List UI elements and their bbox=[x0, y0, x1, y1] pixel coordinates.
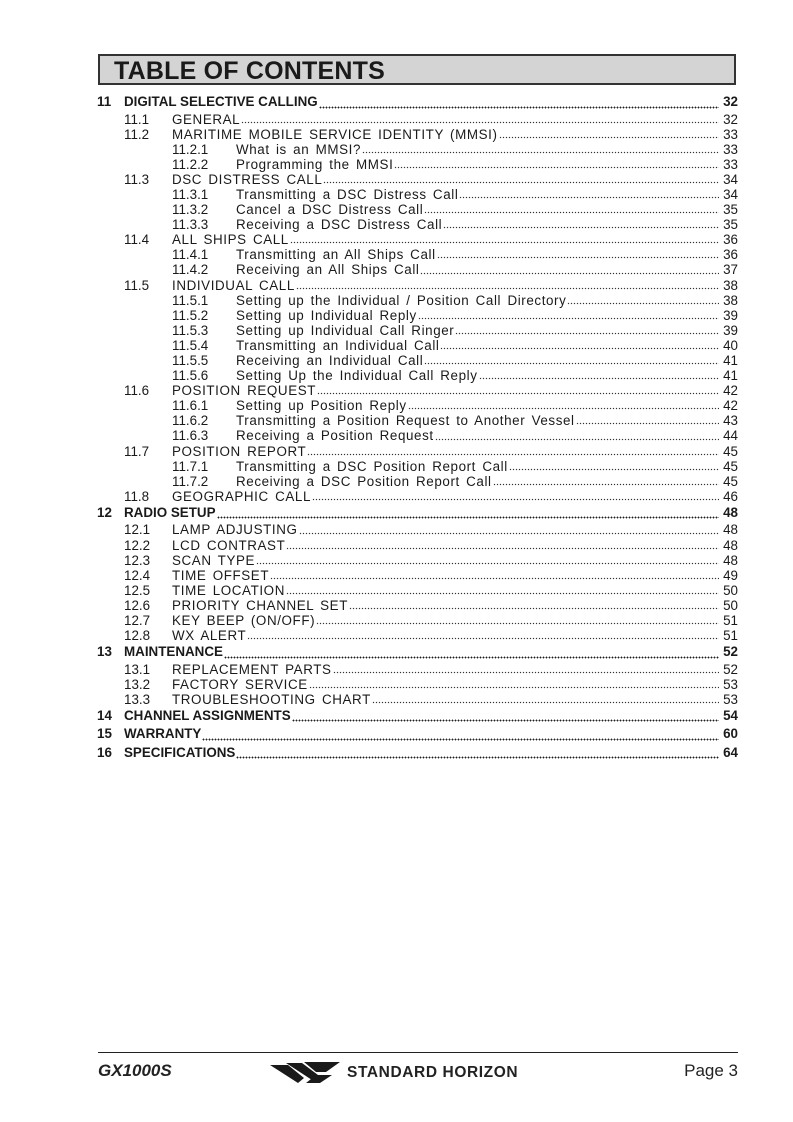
toc-entry-label: Setting up the Individual / Position Call Directory bbox=[236, 292, 567, 308]
toc-entry-page: 45 bbox=[723, 458, 738, 474]
toc-leader-dots bbox=[333, 662, 719, 677]
toc-entry[interactable] bbox=[97, 504, 738, 523]
toc-entry-number: 11.2.1 bbox=[172, 141, 209, 157]
toc-entry-page: 48 bbox=[723, 522, 738, 538]
toc-leader-dots bbox=[241, 112, 719, 127]
page-number: Page 3 bbox=[684, 1061, 738, 1080]
toc-entry[interactable] bbox=[97, 568, 738, 583]
page-title: TABLE OF CONTENTS bbox=[114, 57, 385, 85]
toc-entry-page: 39 bbox=[723, 307, 738, 323]
toc-entry[interactable] bbox=[97, 353, 738, 368]
toc-entry-label: Cancel a DSC Distress Call bbox=[236, 202, 424, 218]
toc-entry-page: 34 bbox=[723, 186, 738, 202]
footer-model: GX1000S bbox=[98, 1061, 172, 1080]
toc-entry-number: 11.7.2 bbox=[172, 473, 209, 489]
toc-entry-page: 48 bbox=[723, 537, 738, 553]
toc-leader-dots bbox=[247, 628, 719, 643]
toc-leader-dots bbox=[236, 744, 719, 763]
toc-entry-label: Receiving an Individual Call bbox=[236, 353, 424, 368]
toc-entry-page: 54 bbox=[723, 707, 738, 723]
toc-entry-label: WARRANTY bbox=[124, 726, 202, 742]
toc-entry-number: 11 bbox=[97, 94, 112, 109]
toc-leader-dots bbox=[424, 353, 719, 368]
toc-entry-number: 13.2 bbox=[124, 676, 151, 692]
toc-leader-dots bbox=[217, 504, 719, 523]
toc-leader-dots bbox=[286, 538, 719, 553]
toc-leader-dots bbox=[440, 338, 719, 353]
toc-entry-page: 39 bbox=[723, 322, 738, 338]
toc-entry-number: 13.3 bbox=[124, 691, 151, 707]
toc-entry-number: 11.5.4 bbox=[172, 337, 209, 353]
toc-entry[interactable] bbox=[97, 643, 738, 662]
toc-entry-number: 11.2 bbox=[124, 126, 150, 142]
toc-entry-page: 33 bbox=[723, 141, 738, 157]
toc-leader-dots bbox=[224, 643, 719, 662]
toc-entry[interactable] bbox=[97, 428, 738, 443]
toc-entry-page: 48 bbox=[723, 552, 738, 568]
toc-entry-number: 14 bbox=[97, 707, 112, 723]
toc-entry-number: 13 bbox=[97, 644, 112, 660]
toc-entry[interactable] bbox=[97, 127, 738, 142]
brand-name: STANDARD HORIZON bbox=[347, 1064, 519, 1081]
toc-entry-number: 11.6.2 bbox=[172, 413, 209, 429]
toc-entry-number: 12.6 bbox=[124, 597, 151, 613]
toc-entry-label: GEOGRAPHIC CALL bbox=[172, 488, 311, 504]
toc-entry-label: KEY BEEP (ON/OFF) bbox=[172, 613, 316, 628]
toc-entry-number: 11.3 bbox=[124, 171, 150, 187]
toc-entry-label: FACTORY SERVICE bbox=[172, 676, 308, 692]
toc-entry-label: PRIORITY CHANNEL SET bbox=[172, 597, 348, 613]
toc-entry[interactable] bbox=[97, 142, 738, 157]
toc-entry-page: 38 bbox=[723, 277, 738, 293]
toc-entry[interactable] bbox=[97, 583, 738, 598]
toc-leader-dots bbox=[509, 459, 719, 474]
toc-entry-label: MAINTENANCE bbox=[124, 644, 223, 660]
toc-leader-dots bbox=[290, 232, 719, 247]
toc-entry-number: 11.4.1 bbox=[172, 247, 209, 263]
toc-entry-label: MARITIME MOBILE SERVICE IDENTITY (MMSI) bbox=[172, 126, 498, 142]
toc-entry-label: Transmitting an Individual Call bbox=[236, 337, 440, 353]
toc-entry-page: 41 bbox=[723, 368, 738, 384]
toc-entry-number: 12.8 bbox=[124, 628, 151, 644]
toc-entry[interactable] bbox=[97, 232, 738, 247]
toc-entry-page: 44 bbox=[723, 428, 738, 444]
toc-entry[interactable] bbox=[97, 598, 738, 613]
toc-leader-dots bbox=[499, 127, 719, 142]
toc-entry-page: 50 bbox=[723, 582, 738, 598]
toc-entry[interactable] bbox=[97, 157, 738, 172]
toc-leader-dots bbox=[437, 247, 719, 262]
toc-entry-page: 35 bbox=[723, 202, 738, 218]
toc-entry[interactable] bbox=[97, 247, 738, 262]
toc-entry-label: RADIO SETUP bbox=[124, 504, 216, 520]
toc-entry-page: 46 bbox=[723, 488, 738, 504]
toc-entry[interactable] bbox=[97, 444, 738, 459]
toc-leader-dots bbox=[418, 308, 719, 323]
toc-entry-label: Transmitting a DSC Position Report Call bbox=[236, 458, 508, 474]
toc-leader-dots bbox=[319, 93, 719, 112]
toc-entry-number: 12.7 bbox=[124, 613, 151, 628]
toc-entry-number: 11.5.2 bbox=[172, 307, 209, 323]
toc-entry-number: 12.5 bbox=[124, 582, 151, 598]
toc-leader-dots bbox=[420, 262, 719, 277]
toc-entry-label: Transmitting a Position Request to Another Vessel bbox=[236, 413, 575, 429]
toc-entry-label: DSC DISTRESS CALL bbox=[172, 171, 323, 187]
toc-entry[interactable] bbox=[97, 187, 738, 202]
table-of-contents bbox=[97, 93, 738, 762]
toc-entry-page: 50 bbox=[723, 597, 738, 613]
toc-entry-number: 11.7 bbox=[124, 443, 150, 459]
toc-entry[interactable] bbox=[97, 489, 738, 504]
toc-entry-label: ALL SHIPS CALL bbox=[172, 232, 289, 248]
toc-entry-label: LAMP ADJUSTING bbox=[172, 522, 298, 538]
toc-entry-page: 36 bbox=[723, 232, 738, 248]
toc-entry-page: 53 bbox=[723, 676, 738, 692]
toc-entry-number: 12.3 bbox=[124, 552, 151, 568]
toc-leader-dots bbox=[202, 725, 719, 744]
toc-leader-dots bbox=[459, 187, 719, 202]
toc-leader-dots bbox=[309, 677, 719, 692]
toc-entry-page: 51 bbox=[723, 613, 738, 628]
toc-entry-number: 15 bbox=[97, 726, 112, 742]
toc-title-box bbox=[98, 54, 736, 85]
toc-entry-number: 11.6.1 bbox=[172, 398, 209, 414]
toc-leader-dots bbox=[316, 613, 719, 628]
toc-leader-dots bbox=[349, 598, 719, 613]
toc-entry-number: 11.3.2 bbox=[172, 202, 209, 218]
toc-entry[interactable] bbox=[97, 368, 738, 383]
toc-entry[interactable] bbox=[97, 725, 738, 744]
toc-entry[interactable] bbox=[97, 398, 738, 413]
toc-entry-number: 11.3.3 bbox=[172, 217, 209, 233]
toc-leader-dots bbox=[256, 553, 719, 568]
toc-leader-dots bbox=[424, 202, 719, 217]
toc-entry-label: GENERAL bbox=[172, 111, 241, 127]
toc-leader-dots bbox=[394, 157, 719, 172]
toc-entry-label: Transmitting a DSC Distress Call bbox=[236, 186, 459, 202]
toc-entry-number: 12.4 bbox=[124, 567, 151, 583]
toc-entry-page: 40 bbox=[723, 337, 738, 353]
toc-entry-page: 32 bbox=[723, 111, 738, 127]
toc-entry-label: Programming the MMSI bbox=[236, 156, 394, 172]
toc-entry-number: 11.4 bbox=[124, 232, 150, 248]
toc-leader-dots bbox=[455, 323, 719, 338]
toc-entry-number: 13.1 bbox=[124, 661, 151, 677]
toc-entry-page: 38 bbox=[723, 292, 738, 308]
toc-entry[interactable] bbox=[97, 677, 738, 692]
toc-entry[interactable] bbox=[97, 474, 738, 489]
toc-entry[interactable] bbox=[97, 692, 738, 707]
toc-leader-dots bbox=[312, 489, 719, 504]
toc-entry-label: Receiving a DSC Position Report Call bbox=[236, 473, 492, 489]
toc-entry[interactable] bbox=[97, 172, 738, 187]
toc-leader-dots bbox=[362, 142, 719, 157]
toc-entry-page: 49 bbox=[723, 567, 738, 583]
toc-entry[interactable] bbox=[97, 413, 738, 428]
toc-entry[interactable] bbox=[97, 707, 738, 726]
toc-entry[interactable] bbox=[97, 553, 738, 568]
toc-entry[interactable] bbox=[97, 323, 738, 338]
toc-entry[interactable] bbox=[97, 278, 738, 293]
toc-entry[interactable] bbox=[97, 112, 738, 127]
toc-entry-label: Setting up Position Reply bbox=[236, 398, 407, 414]
toc-entry-page: 64 bbox=[723, 744, 738, 760]
toc-entry-label: POSITION REQUEST bbox=[172, 383, 317, 399]
toc-entry-number: 12.2 bbox=[124, 537, 151, 553]
toc-entry-page: 60 bbox=[723, 726, 738, 742]
toc-leader-dots bbox=[286, 583, 719, 598]
toc-entry-page: 36 bbox=[723, 247, 738, 263]
toc-leader-dots bbox=[493, 474, 719, 489]
toc-entry-label: SPECIFICATIONS bbox=[124, 744, 236, 760]
toc-entry-number: 11.8 bbox=[124, 488, 150, 504]
toc-entry-label: INDIVIDUAL CALL bbox=[172, 277, 295, 293]
toc-entry-label: Transmitting an All Ships Call bbox=[236, 247, 436, 263]
toc-entry-number: 12.1 bbox=[124, 522, 151, 538]
toc-entry-page: 53 bbox=[723, 691, 738, 707]
toc-entry-number: 11.7.1 bbox=[172, 458, 209, 474]
toc-entry-label: WX ALERT bbox=[172, 628, 247, 644]
toc-entry[interactable] bbox=[97, 662, 738, 677]
toc-entry-label: SCAN TYPE bbox=[172, 552, 256, 568]
toc-entry-page: 45 bbox=[723, 443, 738, 459]
toc-entry-number: 11.5.5 bbox=[172, 353, 209, 368]
toc-entry-number: 11.5.3 bbox=[172, 322, 209, 338]
toc-entry-number: 11.3.1 bbox=[172, 186, 209, 202]
toc-entry-page: 34 bbox=[723, 171, 738, 187]
toc-entry-page: 48 bbox=[723, 504, 738, 520]
toc-leader-dots bbox=[479, 368, 719, 383]
toc-entry[interactable] bbox=[97, 262, 738, 277]
toc-leader-dots bbox=[317, 383, 719, 398]
toc-leader-dots bbox=[270, 568, 719, 583]
toc-leader-dots bbox=[296, 278, 719, 293]
toc-leader-dots bbox=[307, 444, 719, 459]
toc-leader-dots bbox=[323, 172, 719, 187]
toc-entry-label: TROUBLESHOOTING CHART bbox=[172, 691, 371, 707]
toc-entry-page: 51 bbox=[723, 628, 738, 644]
toc-entry-page: 42 bbox=[723, 398, 738, 414]
toc-entry-page: 33 bbox=[723, 156, 738, 172]
toc-entry-label: Setting Up the Individual Call Reply bbox=[236, 368, 478, 384]
toc-entry[interactable] bbox=[97, 308, 738, 323]
toc-entry-page: 37 bbox=[723, 262, 738, 278]
toc-entry-number: 11.4.2 bbox=[172, 262, 209, 278]
toc-entry-label: Receiving an All Ships Call bbox=[236, 262, 420, 278]
toc-leader-dots bbox=[443, 217, 719, 232]
toc-entry-label: Receiving a Position Request bbox=[236, 428, 434, 444]
toc-entry-label: TIME LOCATION bbox=[172, 582, 285, 598]
toc-entry[interactable] bbox=[97, 613, 738, 628]
toc-entry-page: 43 bbox=[723, 413, 738, 429]
toc-entry-number: 16 bbox=[97, 744, 112, 760]
toc-entry-number: 12 bbox=[97, 504, 112, 520]
footer-divider bbox=[98, 1052, 738, 1053]
toc-entry-number: 11.1 bbox=[124, 111, 150, 127]
toc-entry[interactable] bbox=[97, 217, 738, 232]
toc-entry[interactable] bbox=[97, 538, 738, 553]
toc-entry[interactable] bbox=[97, 628, 738, 643]
toc-leader-dots bbox=[576, 413, 719, 428]
toc-entry-label: POSITION REPORT bbox=[172, 443, 307, 459]
toc-entry-page: 52 bbox=[723, 644, 738, 660]
toc-entry[interactable] bbox=[97, 459, 738, 474]
toc-entry-number: 11.6.3 bbox=[172, 428, 209, 444]
toc-entry[interactable] bbox=[97, 93, 738, 112]
toc-entry-label: What is an MMSI? bbox=[236, 141, 361, 157]
toc-entry[interactable] bbox=[97, 293, 738, 308]
toc-entry-page: 33 bbox=[723, 126, 738, 142]
toc-entry[interactable] bbox=[97, 744, 738, 763]
toc-leader-dots bbox=[435, 428, 719, 443]
toc-entry-label: REPLACEMENT PARTS bbox=[172, 661, 332, 677]
toc-entry-number: 11.2.2 bbox=[172, 156, 209, 172]
toc-entry-label: Setting up Individual Reply bbox=[236, 307, 417, 323]
toc-entry-label: TIME OFFSET bbox=[172, 567, 270, 583]
toc-entry-number: 11.5.1 bbox=[172, 292, 209, 308]
toc-entry[interactable] bbox=[97, 338, 738, 353]
toc-leader-dots bbox=[408, 398, 719, 413]
toc-entry-page: 52 bbox=[723, 661, 738, 677]
toc-entry-page: 32 bbox=[723, 94, 738, 109]
toc-entry-number: 11.5 bbox=[124, 277, 150, 293]
toc-entry-number: 11.6 bbox=[124, 383, 150, 399]
toc-entry-page: 35 bbox=[723, 217, 738, 233]
toc-entry-label: LCD CONTRAST bbox=[172, 537, 286, 553]
toc-entry-number: 11.5.6 bbox=[172, 368, 209, 384]
toc-entry-label: Setting up Individual Call Ringer bbox=[236, 322, 455, 338]
toc-entry[interactable] bbox=[97, 202, 738, 217]
toc-leader-dots bbox=[372, 692, 719, 707]
toc-leader-dots bbox=[567, 293, 719, 308]
toc-entry-page: 45 bbox=[723, 473, 738, 489]
toc-entry-label: Receiving a DSC Distress Call bbox=[236, 217, 443, 233]
toc-leader-dots bbox=[299, 522, 720, 537]
toc-entry-page: 42 bbox=[723, 383, 738, 399]
toc-entry[interactable] bbox=[97, 522, 738, 537]
toc-entry-page: 41 bbox=[723, 353, 738, 368]
brand-logo bbox=[270, 1062, 570, 1084]
toc-entry-label: DIGITAL SELECTIVE CALLING bbox=[124, 94, 318, 109]
toc-leader-dots bbox=[292, 707, 719, 726]
toc-entry-label: CHANNEL ASSIGNMENTS bbox=[124, 707, 291, 723]
standard-horizon-logo-icon bbox=[270, 1062, 340, 1084]
toc-entry[interactable] bbox=[97, 383, 738, 398]
